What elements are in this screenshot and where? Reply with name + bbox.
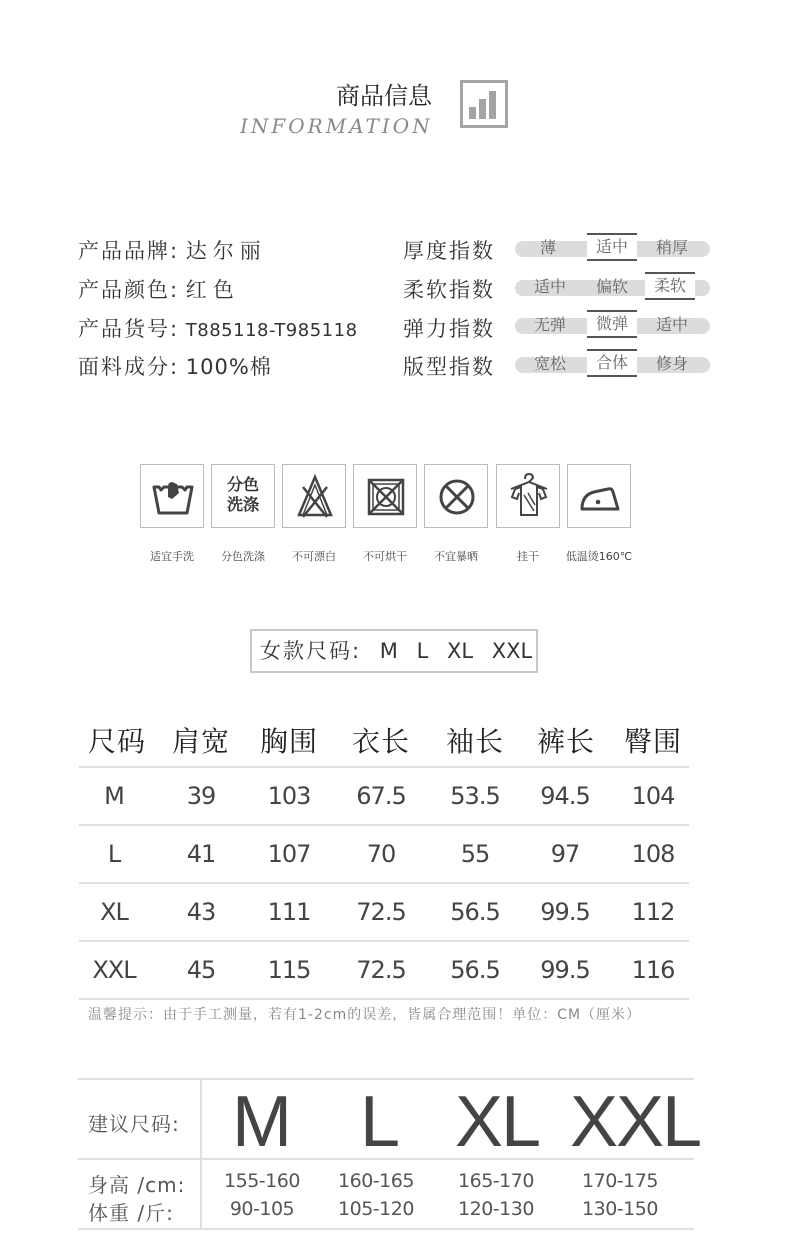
size-option: L xyxy=(416,639,429,663)
table-header xyxy=(79,718,689,768)
table-cell: M xyxy=(104,782,124,810)
iron-low-icon xyxy=(567,464,631,528)
table-cell: XL xyxy=(100,898,128,926)
size-option: XXL xyxy=(491,639,533,663)
recommend-size: L xyxy=(359,1082,399,1162)
table-cell: 45 xyxy=(186,956,216,984)
hand-wash-icon xyxy=(140,464,204,528)
column-header: 袖长 xyxy=(445,725,504,758)
table-row xyxy=(79,942,689,1000)
index-option-selected: 合体 xyxy=(587,349,637,377)
recommend-label: 建议尺码: xyxy=(88,1112,180,1136)
table-row xyxy=(79,884,689,942)
table-cell: 56.5 xyxy=(450,898,500,926)
index-option: 修身 xyxy=(655,354,688,373)
women-size-box xyxy=(250,629,538,673)
table-cell: 115 xyxy=(267,956,311,984)
table-cell: 53.5 xyxy=(450,782,500,810)
index-option: 无弹 xyxy=(533,315,566,334)
table-cell: 41 xyxy=(186,840,216,868)
index-option: 适中 xyxy=(655,315,688,334)
women-size-label: 女款尺码: xyxy=(260,639,362,663)
size-option: M xyxy=(379,639,398,663)
recommend-size: M xyxy=(232,1082,290,1162)
index-label-thickness: 厚度指数 xyxy=(403,239,495,263)
care-label: 不可烘干 xyxy=(363,550,407,563)
size-option: XL xyxy=(446,639,474,663)
no-sun-icon xyxy=(424,464,488,528)
table-cell: 70 xyxy=(366,840,396,868)
info-fabric xyxy=(78,351,272,381)
table-cell: 108 xyxy=(631,840,675,868)
icon-text: 分色 xyxy=(226,475,259,494)
info-sku xyxy=(78,313,358,343)
table-cell: 72.5 xyxy=(356,898,406,926)
column-header: 臀围 xyxy=(623,725,682,758)
measurement-note: 温馨提示：由于手工测量，若有1-2cm的误差，皆属合理范围！单位：CM（厘米） xyxy=(88,1007,642,1023)
index-scale-elasticity xyxy=(515,314,710,334)
table-cell: 39 xyxy=(186,782,216,810)
info-label: 产品品牌: xyxy=(78,239,180,263)
index-option: 稍厚 xyxy=(655,238,688,257)
table-cell: 104 xyxy=(631,782,675,810)
table-cell: XXL xyxy=(92,956,136,984)
height-range: 155-160 xyxy=(224,1170,300,1192)
hang-dry-icon xyxy=(496,464,560,528)
care-label: 不可漂白 xyxy=(292,550,336,563)
weight-range: 120-130 xyxy=(458,1198,534,1220)
height-range: 170-175 xyxy=(582,1170,658,1192)
weight-label: 体重 /斤: xyxy=(88,1201,174,1225)
info-value: 红色 xyxy=(185,278,240,302)
table-row xyxy=(79,768,689,826)
index-scale-fit xyxy=(515,353,710,373)
care-label: 挂干 xyxy=(517,550,539,563)
care-label: 低温烫160℃ xyxy=(565,550,633,563)
table-cell: 72.5 xyxy=(356,956,406,984)
info-value: 达尔丽 xyxy=(185,239,267,263)
table-cell: 116 xyxy=(631,956,675,984)
height-range: 160-165 xyxy=(338,1170,414,1192)
column-header: 胸围 xyxy=(259,725,318,758)
section-title: 商品信息 xyxy=(336,82,432,110)
weight-range: 130-150 xyxy=(582,1198,658,1220)
table-cell: 103 xyxy=(267,782,311,810)
index-scale-thickness xyxy=(515,237,710,257)
info-label: 产品颜色: xyxy=(78,278,180,302)
index-option: 宽松 xyxy=(533,354,566,373)
info-label: 面料成分: xyxy=(78,355,180,379)
height-label: 身高 /cm: xyxy=(88,1173,186,1197)
recommend-size: XXL xyxy=(569,1082,701,1162)
column-header: 衣长 xyxy=(351,725,410,758)
table-cell: 111 xyxy=(267,898,311,926)
size-table xyxy=(79,718,689,1000)
index-option: 适中 xyxy=(533,277,566,296)
table-cell: L xyxy=(107,840,121,868)
table-cell: 56.5 xyxy=(450,956,500,984)
index-option-selected: 适中 xyxy=(587,233,637,261)
index-label-softness: 柔软指数 xyxy=(403,278,495,302)
table-cell: 99.5 xyxy=(540,956,590,984)
index-option-selected: 柔软 xyxy=(645,272,695,300)
table-cell: 67.5 xyxy=(356,782,406,810)
column-header: 肩宽 xyxy=(171,725,230,758)
care-label: 不宜暴晒 xyxy=(434,550,478,563)
table-cell: 107 xyxy=(267,840,311,868)
index-option-selected: 微弹 xyxy=(587,310,637,338)
info-label: 产品货号: xyxy=(78,317,180,341)
index-scale-softness xyxy=(515,276,710,296)
table-cell: 112 xyxy=(631,898,675,926)
info-color xyxy=(78,274,240,304)
index-label-fit: 版型指数 xyxy=(403,355,495,379)
weight-range: 90-105 xyxy=(229,1198,295,1220)
table-cell: 94.5 xyxy=(540,782,590,810)
no-bleach-icon xyxy=(282,464,346,528)
info-value: T885118-T985118 xyxy=(185,320,358,341)
index-label-elasticity: 弹力指数 xyxy=(403,317,495,341)
section-subtitle: INFORMATION xyxy=(240,114,433,138)
table-row xyxy=(79,826,689,884)
index-option: 薄 xyxy=(539,238,556,257)
height-range: 165-170 xyxy=(458,1170,534,1192)
index-option: 偏软 xyxy=(595,277,628,296)
info-brand xyxy=(78,235,267,265)
care-label: 分色洗涤 xyxy=(221,550,265,563)
recommend-size: XL xyxy=(454,1082,540,1162)
table-cell: 55 xyxy=(460,840,490,868)
no-tumble-dry-icon xyxy=(353,464,417,528)
column-header: 尺码 xyxy=(87,725,146,758)
info-value: 100%棉 xyxy=(185,355,272,379)
column-header: 裤长 xyxy=(536,725,595,758)
care-label: 适宜手洗 xyxy=(150,550,194,563)
table-cell: 43 xyxy=(186,898,216,926)
separate-wash-icon xyxy=(211,464,275,528)
table-cell: 97 xyxy=(550,840,580,868)
bar-chart-icon xyxy=(460,80,508,128)
icon-text: 洗涤 xyxy=(226,495,259,514)
weight-range: 105-120 xyxy=(338,1198,414,1220)
table-cell: 99.5 xyxy=(540,898,590,926)
